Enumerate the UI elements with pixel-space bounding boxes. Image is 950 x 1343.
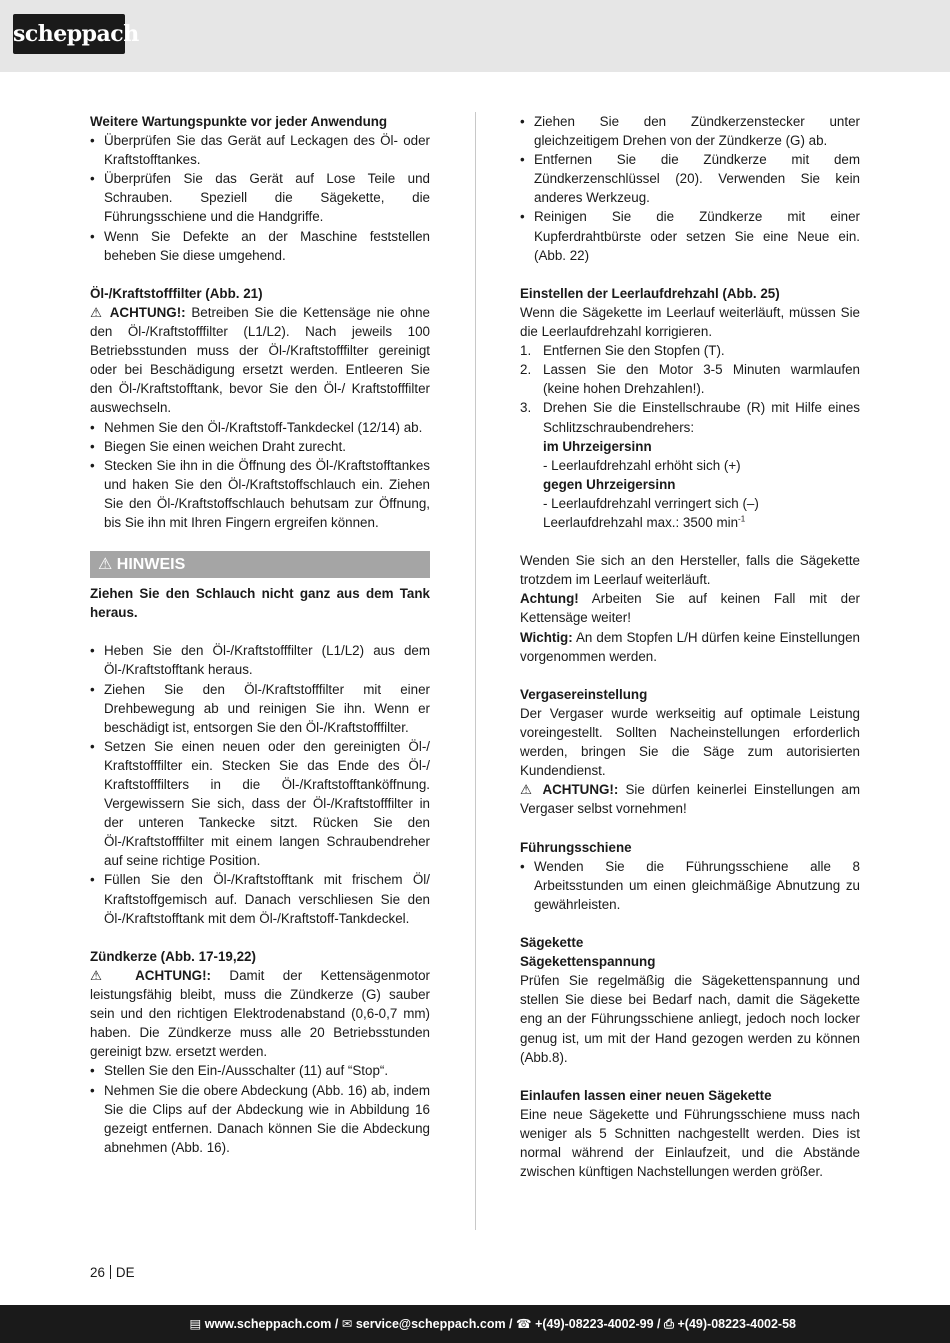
warning-paragraph [90, 303, 430, 418]
list-item: • Biegen Sie einen weichen Draht zurecht. [90, 437, 430, 456]
maintenance-list [90, 131, 430, 265]
warning-label: ACHTUNG!: [135, 967, 211, 983]
filter-list [90, 418, 430, 533]
section-title-new-chain: Einlaufen lassen einer neuen Sägekette [520, 1087, 772, 1103]
section-title-maintenance: Weitere Wartungspunkte vor jeder Anwendung [90, 114, 388, 129]
footer-phone: +(49)-08223-4002-99 / [535, 1317, 661, 1331]
list-item: 3. Drehen Sie die Einstellschraube (R) mit Hilfe eines Schlitzschraubendrehers: [520, 400, 860, 435]
footer-fax: +(49)-08223-4002-58 [677, 1317, 796, 1331]
warning-triangle-icon: ⚠ [520, 782, 536, 798]
list-item: • Entfernen Sie die Zündkerze mit dem Zündkerzenschlüssel (20). Verwenden Sie kein anderes Werkzeug. [520, 150, 860, 207]
chain-tension-text: Prüfen Sie regelmäßig die Sägekettenspannung und stellen Sie diese bei Bedarf nach, damit die Sägekette eng an der Führungsschiene anliegt, jedoch noch locker genug ist, um mit der Hand gezogen werden zu können (Abb.8). [520, 973, 860, 1065]
fax-icon: ⎙ [664, 1317, 675, 1331]
warning-text: Damit der Kettensägenmotor leistungsfähig bleibt, muss die Zündkerze (G) sauber sein und den richtigen Elektrodenabstand (0,6-0,7 mm) haben. Die Zündkerze muss alle 20 Betriebsstunden gereinigt bzw. ersetzt werden. [90, 967, 430, 1060]
sparkplug-list [90, 1061, 430, 1156]
hinweis-text: Ziehen Sie den Schlauch nicht ganz aus dem Tank heraus. [90, 586, 430, 621]
clockwise-text: - Leerlaufdrehzahl erhöht sich (+) [543, 457, 741, 473]
section-title-carburetor: Vergasereinstellung [520, 686, 648, 702]
list-item: • Nehmen Sie den Öl-/Kraftstoff-Tankdeckel (12/14) ab. [90, 418, 430, 437]
header-bar [0, 0, 950, 72]
list-item: • Reinigen Sie die Zündkerze mit einer Kupferdrahtbürste oder setzen Sie eine Neue ein. (Abb. 22) [520, 207, 860, 264]
list-item: • Ziehen Sie den Öl-/Kraftstofffilter mit einer Drehbewegung ab und reinigen Sie ihn. Wenn er beschädigt ist, entsorgen Sie den Öl-/Kraftstofffilter. [90, 680, 430, 737]
list-item: • Stecken Sie ihn in die Öffnung des Öl-/Kraftstofftankes und haken Sie den Öl-/Kraftstoffschlauch ein. Ziehen Sie den Öl-/Kraftstoffschlauch behutsam zur Öffnung, bis Sie ihn mit Ihren Fingern ergreifen können. [90, 456, 430, 532]
list-item: • Wenden Sie die Führungsschiene alle 8 Arbeitsstunden um einen gleichmäßige Abnutzung zu gewährleisten. [520, 857, 860, 914]
counterclockwise-text: - Leerlaufdrehzahl verringert sich (–) [543, 495, 759, 511]
sparkplug-continued-list [520, 112, 860, 265]
idle-intro: Wenn die Sägekette im Leerlauf weiterläuft, müssen Sie die Leerlaufdrehzahl korrigieren. [520, 304, 860, 340]
idle-steps-list [520, 341, 860, 436]
counterclockwise-label: gegen Uhrzeigersinn [543, 476, 676, 492]
warning-triangle-icon: ⚠ [90, 967, 117, 983]
footer-bar [0, 1305, 950, 1343]
list-item: • Ziehen Sie den Zündkerzenstecker unter gleichzeitigem Drehen von der Zündkerze (G) ab. [520, 112, 860, 150]
list-item: • Nehmen Sie die obere Abdeckung (Abb. 16) ab, indem Sie die Clips auf der Abdeckung wie in Abbildung 16 gezeigt entfernen. Danach können Sie die Abdeckung abnehmen (Abb. 16). [90, 1081, 430, 1157]
achtung-paragraph: Achtung! Arbeiten Sie auf keinen Fall mit der Kettensäge weiter! [520, 591, 861, 626]
list-item: • Setzen Sie einen neuen oder den gereinigten Öl-/ Kraftstofffilter ein. Stecken Sie das Ende des Öl-/ Kraftstofffilters in die Öl-/Kraftstofftanköffnung. Vergewissern Sie sich, dass der Öl-/Kraftstofffilter in der unteren Tankecke sitzt. Rücken Sie den Öl-/Kraftstofffilter mit einem langen Schraubendreher auf seine richtige Position. [90, 737, 430, 871]
phone-icon: ☎ [516, 1317, 532, 1331]
new-chain-text: Eine neue Sägekette und Führungsschiene muss nach weniger als 5 Schnitten nachgestellt werden. Dies ist normal während der Einlaufzeit, und die Abstände zwischen künftigen Nachstellungen werden größer. [520, 1106, 860, 1180]
column-divider [475, 112, 476, 1230]
warning-triangle-icon: ⚠ [98, 556, 113, 574]
warning-text: Betreiben Sie die Kettensäge nie ohne den Öl-/Kraftstofffilter (L1/L2). Nach jeweils 100 Betriebsstunden muss der Öl-/Kraftstofffilter gereinigt oder bei Beschädigung ersetzt werden. Entleeren Sie den Öl-/Kraftstofftank, bevor Sie den Öl-/ Kraftstofffilter auswechseln. [90, 304, 430, 416]
section-title-filter: Öl-/Kraftstofffilter (Abb. 21) [90, 285, 263, 301]
guide-bar-list [520, 857, 860, 914]
section-title-saw-chain: Sägekette [520, 935, 584, 951]
right-column [520, 112, 860, 1181]
scheppach-logo: scheppach [13, 14, 125, 54]
list-item: • Füllen Sie den Öl-/Kraftstofftank mit frischem Öl/ Kraftstoffgemisch auf. Danach verschliesen Sie den Öl-/Kraftstofftank mit dem Öl-/Kraftstoff-Tankdeckel. [90, 870, 430, 927]
warning-label: ACHTUNG!: [542, 782, 619, 798]
list-item: • Überprüfen Sie das Gerät auf Leckagen des Öl- oder Kraftstofftankes. [90, 131, 430, 169]
page-number: 26 DE [90, 1265, 135, 1280]
warning-label: ACHTUNG!: [109, 304, 186, 320]
section-title-sparkplug: Zündkerze (Abb. 17-19,22) [90, 948, 256, 964]
monitor-icon: ▤ [189, 1317, 202, 1331]
filter-steps-list [90, 641, 430, 927]
hinweis-label: HINWEIS [116, 556, 186, 574]
list-item: • Stellen Sie den Ein-/Ausschalter (11) auf “Stop“. [90, 1061, 430, 1080]
warning-paragraph [90, 966, 430, 1061]
mail-icon: ✉ [341, 1317, 353, 1331]
list-item: • Überprüfen Sie das Gerät auf Lose Teile und Schrauben. Speziell die Sägekette, die Führungsschiene und die Handgriffe. [90, 169, 430, 226]
carburetor-text: Der Vergaser wurde werkseitig auf optimale Leistung voreingestellt. Sollten Nacheinstellungen erforderlich werden, bringen Sie die Säge zum autorisierten Kundendienst. [520, 705, 860, 779]
list-item: 1. Entfernen Sie den Stopfen (T). [520, 343, 725, 359]
warning-triangle-icon: ⚠ [90, 304, 105, 320]
warning-paragraph [520, 780, 860, 818]
warning-text: Sie dürfen keinerlei Einstellungen am Vergaser selbst vornehmen! [520, 782, 860, 817]
wichtig-paragraph: Wichtig: An dem Stopfen L/H dürfen keine Einstellungen vorgenommen werden. [520, 629, 860, 664]
footer-website: www.scheppach.com / [204, 1317, 339, 1331]
max-idle-speed: Leerlaufdrehzahl max.: 3500 $\min^{-1}$ [543, 514, 746, 530]
contact-manufacturer-text: Wenden Sie sich an den Hersteller, falls die Sägekette trotzdem im Leerlauf weiterläuft. [520, 553, 860, 588]
section-title-idle-speed: Einstellen der Leerlaufdrehzahl (Abb. 25) [520, 285, 780, 301]
list-item: • Heben Sie den Öl-/Kraftstofffilter (L1/L2) aus dem Öl-/Kraftstofftank heraus. [90, 641, 430, 679]
section-subtitle-chain-tension: Sägekettenspannung [520, 954, 656, 970]
footer-email: service@scheppach.com / [355, 1317, 513, 1331]
clockwise-label: im Uhrzeigersinn [543, 438, 652, 454]
section-title-guide-bar: Führungsschiene [520, 839, 632, 855]
list-item: 2. Lassen Sie den Motor 3-5 Minuten warmlaufen (keine hohen Drehzahlen!). [520, 362, 860, 397]
hinweis-box [90, 551, 430, 578]
list-item: • Wenn Sie Defekte an der Maschine feststellen beheben Sie diese umgehend. [90, 227, 430, 265]
left-column [90, 112, 430, 1157]
